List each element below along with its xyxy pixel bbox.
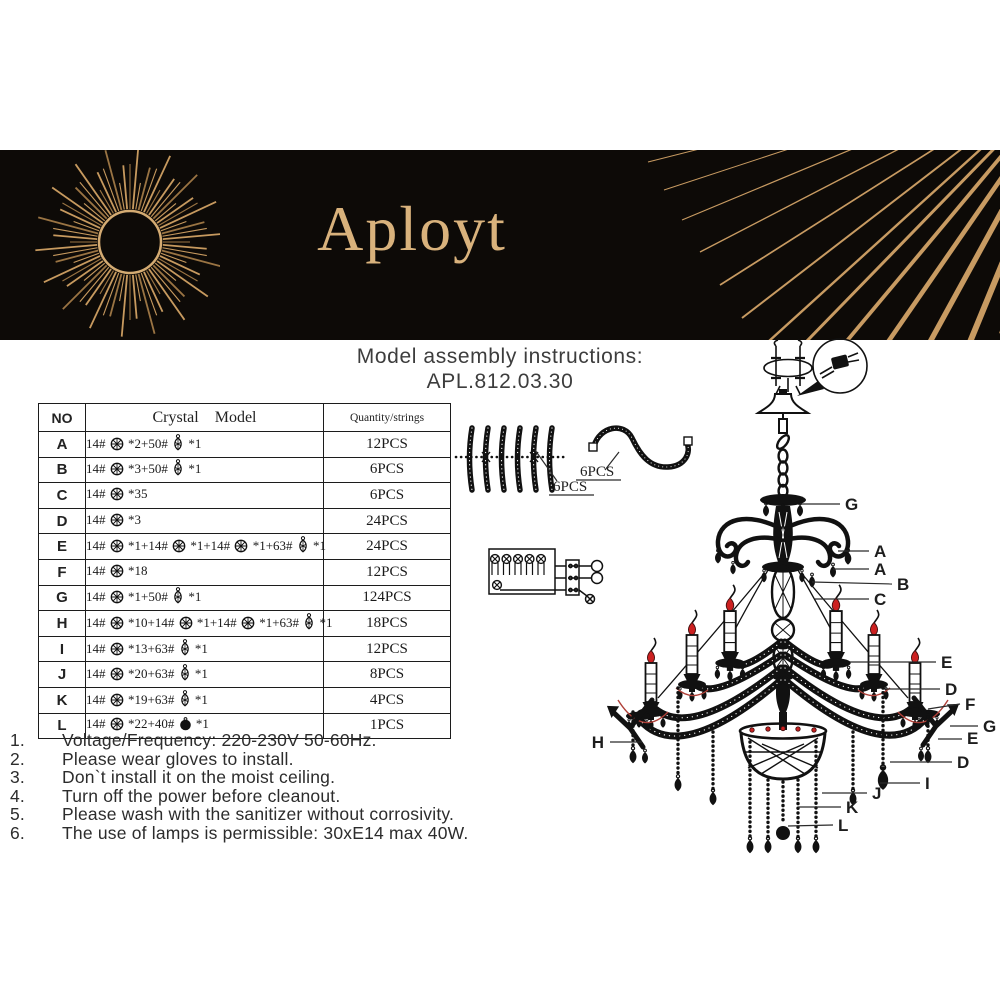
octagon-bead-icon [110,693,124,711]
instruction-item [10,768,480,787]
instructions-list [10,731,480,843]
octagon-bead-icon [172,539,186,557]
part-label: D [957,753,970,772]
label-leader-line [788,825,833,826]
instruction-item [10,787,480,806]
row-no: J [39,662,86,688]
row-qty: 8PCS [324,662,451,688]
octagon-bead-icon [110,616,124,634]
row-model: 14# *13+63# *1 [86,636,324,662]
part-label: F [965,695,976,714]
row-model: 14# *3+50# *1 [86,457,324,483]
row-no: K [39,687,86,713]
part-label: G [845,495,859,514]
crystal-bowl [740,724,826,780]
bead-strings-detail [456,428,564,490]
row-model: 14# *35 [86,483,324,509]
instruction-number: 5. [10,804,25,825]
row-no: E [39,534,86,560]
row-qty: 18PCS [324,611,451,637]
title-line-2: APL.812.03.30 [426,370,574,393]
row-qty: 12PCS [324,636,451,662]
row-no: H [39,611,86,637]
teardrop-bead-icon [172,459,184,480]
table-header-row [39,404,451,432]
table-row [39,611,451,637]
row-qty: 1PCS [324,713,451,739]
octagon-bead-icon [110,590,124,608]
instruction-text: Don`t install it on the moist ceiling. [62,767,336,788]
part-label: E [941,653,953,672]
octagon-bead-icon [179,616,193,634]
row-qty: 6PCS [324,457,451,483]
crystal-model-table [38,403,451,739]
instruction-number: 3. [10,767,25,788]
wiring-diagram [489,549,603,604]
table-row [39,534,451,560]
row-qty: 4PCS [324,687,451,713]
instruction-item [10,750,480,769]
octagon-bead-icon [110,539,124,557]
instruction-number: 4. [10,785,25,806]
flex-arm-detail [589,428,692,467]
row-qty: 124PCS [324,585,451,611]
part-label: E [967,729,979,748]
row-qty: 24PCS [324,508,451,534]
row-model: 14# *18 [86,559,324,585]
row-model: 14# *22+40# *1 [86,713,324,739]
part-label: I [925,774,930,793]
row-no: G [39,585,86,611]
part-label: A [874,542,887,561]
teardrop-bead-icon [179,690,191,711]
table-row [39,585,451,611]
table-row [39,457,451,483]
row-model: 14# *10+14# *1+14# *1+63# *1 [86,611,324,637]
row-no: I [39,636,86,662]
part-label: A [874,560,887,579]
instruction-number: 2. [10,748,25,769]
brand-name: Aployt [317,193,507,264]
row-no: B [39,457,86,483]
teardrop-bead-icon [303,613,315,634]
teardrop-bead-icon [297,536,309,557]
teardrop-bead-icon [179,664,191,685]
table-row [39,483,451,509]
part-label: D [945,680,958,699]
header-qty: Quantity/strings [324,404,451,432]
part-label: L [838,816,849,835]
row-model: 14# *19+63# *1 [86,687,324,713]
label-leader-line [812,582,892,584]
instruction-item [10,824,480,843]
instruction-number: 1. [10,730,25,750]
table-row [39,662,451,688]
row-model: 14# *1+50# *1 [86,585,324,611]
header-model: Crystal Model [86,404,324,432]
part-label: B [897,575,910,594]
row-model: 14# *3 [86,508,324,534]
table-row [39,687,451,713]
octagon-bead-icon [234,539,248,557]
row-qty: 24PCS [324,534,451,560]
row-no: C [39,483,86,509]
row-no: L [39,713,86,739]
table-row [39,508,451,534]
part-count-label: 6PCS [553,479,588,495]
teardrop-bead-icon [179,639,191,660]
row-model: 14# *20+63# *1 [86,662,324,688]
instruction-item [10,731,480,750]
part-label: G [983,717,997,736]
instruction-text: Please wash with the sanitizer without corrosivity. [62,804,455,825]
part-label: H [591,733,604,752]
corner-rays-decoration [0,150,1000,340]
magnifier-detail [797,339,867,396]
part-label: C [874,590,887,609]
count-leader-line [535,450,557,481]
octagon-bead-icon [110,513,124,531]
table-row [39,559,451,585]
brand-banner [0,150,1000,340]
ceiling-bracket [764,340,812,394]
octagon-bead-icon [110,667,124,685]
octagon-bead-icon [110,462,124,480]
octagon-bead-icon [241,616,255,634]
header-no: NO [39,404,86,432]
row-no: A [39,432,86,458]
octagon-bead-icon [110,642,124,660]
row-no: F [39,559,86,585]
table-row [39,636,451,662]
octagon-bead-icon [110,564,124,582]
row-no: D [39,508,86,534]
row-model: 14# *2+50# *1 [86,432,324,458]
row-qty: 6PCS [324,483,451,509]
part-label: J [872,784,882,803]
teardrop-bead-icon [172,587,184,608]
octagon-bead-icon [110,437,124,455]
octagon-bead-icon [110,487,124,505]
title-line-1: Model assembly instructions: [356,345,644,368]
row-qty: 12PCS [324,559,451,585]
instruction-item [10,805,480,824]
instruction-text: Turn off the power before cleanout. [62,785,341,806]
instruction-text: Please wear gloves to install. [62,748,294,769]
teardrop-bead-icon [172,434,184,455]
instruction-number: 6. [10,822,25,843]
row-model: 14# *1+14# *1+14# *1+63# *1 [86,534,324,560]
instruction-text: The use of lamps is permissible: 30xE14 max 40W. [62,822,469,843]
assembly-diagram [450,338,1000,888]
part-count-label: 6PCS [580,464,615,480]
instruction-text: Voltage/Frequency: 220-230V 50-60Hz. [62,730,377,750]
part-label: K [846,798,859,817]
row-qty: 12PCS [324,432,451,458]
table-row [39,432,451,458]
